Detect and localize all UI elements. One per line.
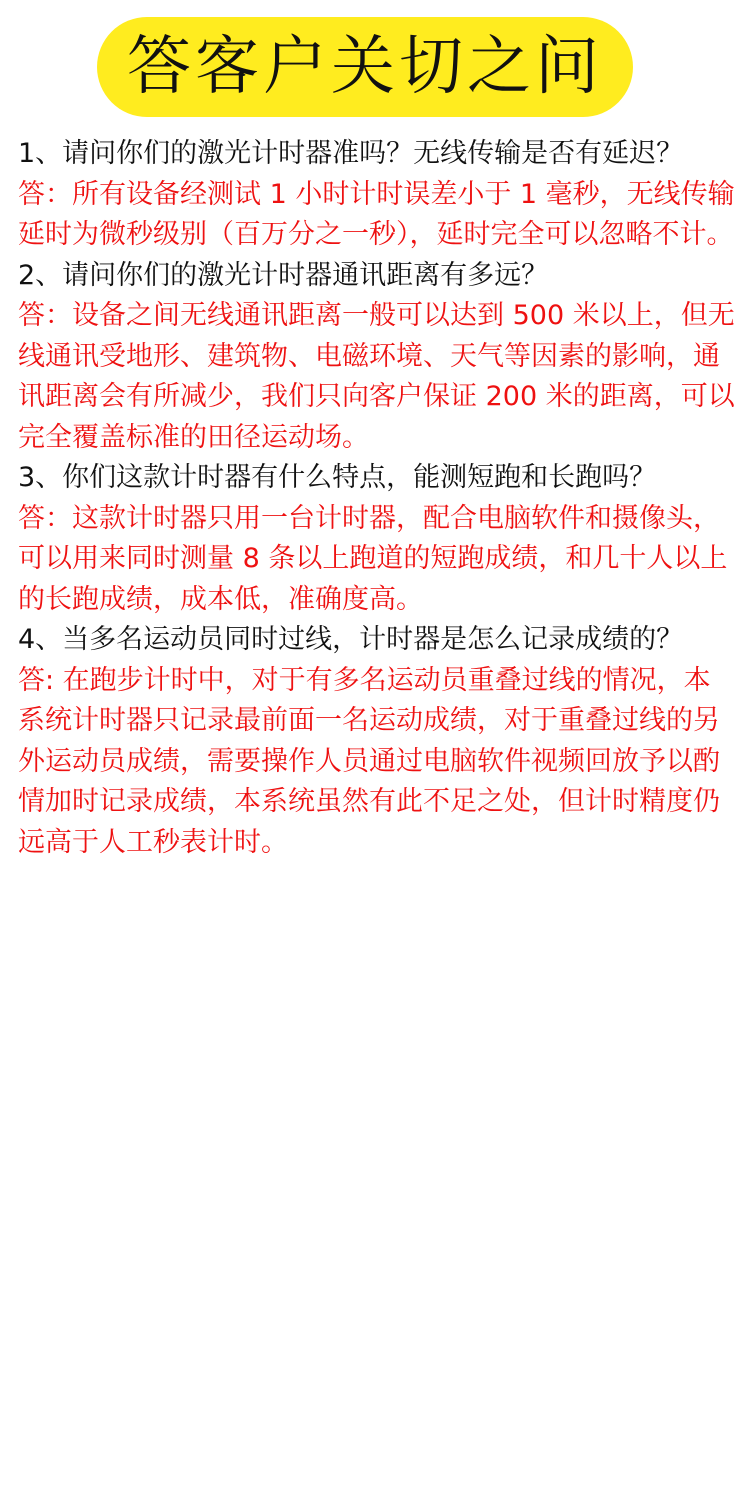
faq-answer: 答：所有设备经测试 1 小时计时误差小于 1 毫秒，无线传输延时为微秒级别（百万分之一秒），延时完全可以忽略不计。 bbox=[18, 178, 735, 250]
faq-item-2 bbox=[18, 256, 736, 459]
faq-item-3 bbox=[18, 458, 736, 620]
faq-answer: 答：设备之间无线通讯距离一般可以达到 500 米以上，但无线通讯受地形、建筑物、电磁环境、天气等因素的影响，通讯距离会有所减少，我们只向客户保证 200 米的距离，可以完全覆盖标准的田径运动场。 bbox=[18, 300, 735, 453]
faq-question: 1、请问你们的激光计时器准吗？无线传输是否有延迟？ bbox=[18, 138, 684, 169]
faq-question: 4、当多名运动员同时过线，计时器是怎么记录成绩的？ bbox=[18, 624, 684, 655]
page-title: 答客户关切之问 bbox=[127, 30, 603, 104]
faq-answer: 答：这款计时器只用一台计时器，配合电脑软件和摄像头，可以用来同时测量 8 条以上跑道的短跑成绩，和几十人以上的长跑成绩，成本低，准确度高。 bbox=[18, 502, 728, 615]
faq-question: 3、你们这款计时器有什么特点，能测短跑和长跑吗？ bbox=[18, 462, 657, 493]
title-banner bbox=[97, 17, 633, 117]
faq-list bbox=[18, 134, 736, 863]
faq-answer: 答: 在跑步计时中，对于有多名运动员重叠过线的情况，本系统计时器只记录最前面一名运动成绩，对于重叠过线的另外运动员成绩，需要操作人员通过电脑软件视频回放予以酌情加时记录成绩，本系统虽然有此不足之处，但计时精度仍远高于人工秒表计时。 bbox=[18, 664, 720, 858]
faq-question: 2、请问你们的激光计时器通讯距离有多远？ bbox=[18, 259, 549, 291]
faq-item-1 bbox=[18, 134, 736, 256]
faq-item-4 bbox=[18, 620, 736, 863]
